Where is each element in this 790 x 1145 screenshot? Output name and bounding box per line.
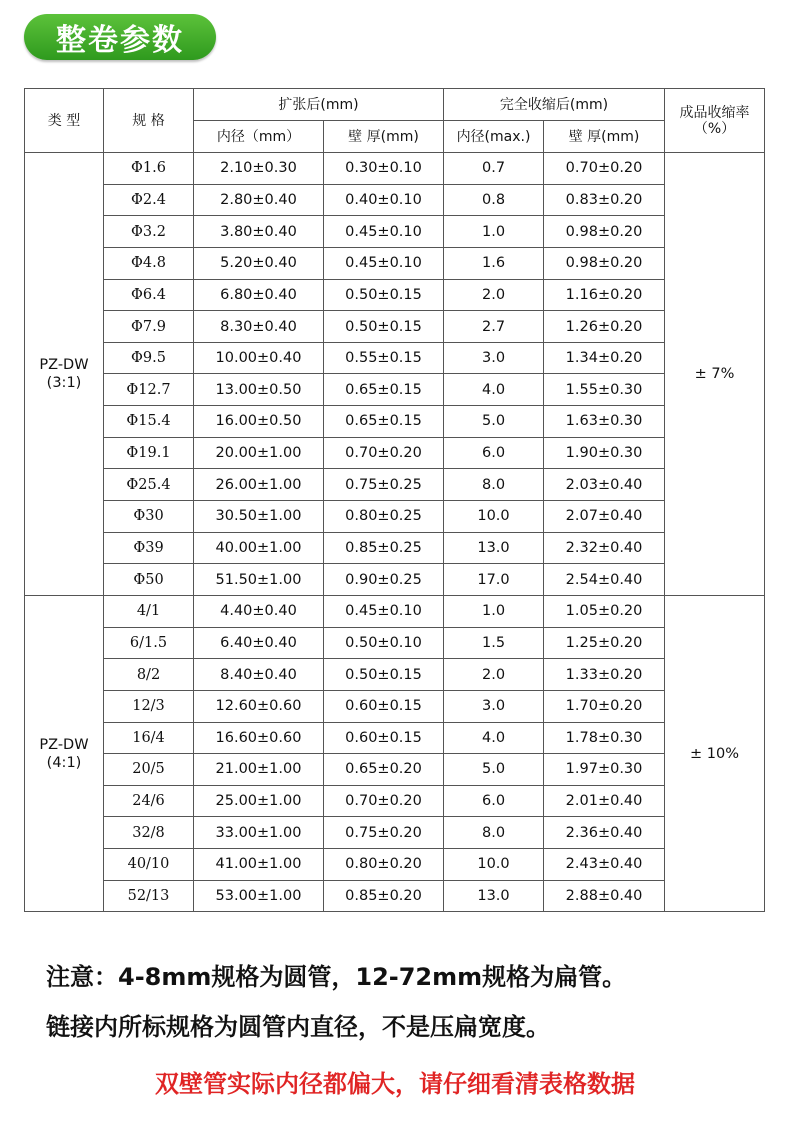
shrink-rate-cell: ± 7% [665, 153, 765, 596]
expanded-inner-cell: 6.80±0.40 [194, 279, 324, 311]
header-rate-unit: （%） [693, 120, 736, 137]
table-row [25, 532, 765, 564]
type-cell [25, 595, 104, 911]
shrunk-inner-cell: 3.0 [444, 342, 544, 374]
expanded-wall-cell: 0.70±0.20 [324, 785, 444, 817]
size-cell: Φ15.4 [104, 406, 194, 438]
expanded-inner-cell: 2.10±0.30 [194, 153, 324, 185]
shrunk-wall-cell: 0.98±0.20 [544, 216, 665, 248]
shrunk-wall-cell: 1.78±0.30 [544, 722, 665, 754]
table-row [25, 722, 765, 754]
expanded-wall-cell: 0.30±0.10 [324, 153, 444, 185]
expanded-wall-cell: 0.65±0.20 [324, 754, 444, 786]
header-shrunk-inner: 内径(max.) [444, 121, 544, 153]
shrunk-inner-cell: 2.0 [444, 279, 544, 311]
shrunk-wall-cell: 1.70±0.20 [544, 690, 665, 722]
size-cell: Φ7.9 [104, 311, 194, 343]
expanded-inner-cell: 8.30±0.40 [194, 311, 324, 343]
header-expanded-wall: 壁 厚(mm) [324, 121, 444, 153]
table-row [25, 184, 765, 216]
shrunk-inner-cell: 1.0 [444, 216, 544, 248]
table-row [25, 469, 765, 501]
expanded-inner-cell: 4.40±0.40 [194, 595, 324, 627]
expanded-wall-cell: 0.75±0.25 [324, 469, 444, 501]
table-row [25, 817, 765, 849]
expanded-wall-cell: 0.65±0.15 [324, 374, 444, 406]
shrunk-inner-cell: 8.0 [444, 469, 544, 501]
shrunk-wall-cell: 1.55±0.30 [544, 374, 665, 406]
expanded-inner-cell: 53.00±1.00 [194, 880, 324, 912]
expanded-wall-cell: 0.65±0.15 [324, 406, 444, 438]
size-cell: Φ4.8 [104, 247, 194, 279]
shrunk-inner-cell: 6.0 [444, 785, 544, 817]
shrunk-wall-cell: 2.54±0.40 [544, 564, 665, 596]
expanded-wall-cell: 0.50±0.15 [324, 659, 444, 691]
table-row [25, 659, 765, 691]
expanded-inner-cell: 33.00±1.00 [194, 817, 324, 849]
shrunk-wall-cell: 2.36±0.40 [544, 817, 665, 849]
section-title: 整卷参数 [56, 23, 184, 58]
header-row-1 [25, 89, 765, 121]
expanded-inner-cell: 26.00±1.00 [194, 469, 324, 501]
table-row [25, 501, 765, 533]
size-cell: 6/1.5 [104, 627, 194, 659]
shrunk-wall-cell: 0.70±0.20 [544, 153, 665, 185]
header-expanded: 扩张后(mm) [194, 89, 444, 121]
expanded-wall-cell: 0.40±0.10 [324, 184, 444, 216]
expanded-inner-cell: 25.00±1.00 [194, 785, 324, 817]
shrunk-inner-cell: 13.0 [444, 532, 544, 564]
table-row [25, 374, 765, 406]
size-cell: 32/8 [104, 817, 194, 849]
size-cell: 16/4 [104, 722, 194, 754]
size-cell: Φ6.4 [104, 279, 194, 311]
shrunk-wall-cell: 2.07±0.40 [544, 501, 665, 533]
shrunk-inner-cell: 5.0 [444, 754, 544, 786]
expanded-inner-cell: 40.00±1.00 [194, 532, 324, 564]
shrunk-inner-cell: 4.0 [444, 374, 544, 406]
shrunk-wall-cell: 1.90±0.30 [544, 437, 665, 469]
expanded-inner-cell: 51.50±1.00 [194, 564, 324, 596]
table-row [25, 311, 765, 343]
shrunk-wall-cell: 2.01±0.40 [544, 785, 665, 817]
shrunk-inner-cell: 4.0 [444, 722, 544, 754]
table-row [25, 153, 765, 185]
size-cell: Φ1.6 [104, 153, 194, 185]
table-row [25, 279, 765, 311]
note-line-1: 注意：4-8mm规格为圆管，12-72mm规格为扁管。 [46, 963, 627, 991]
shrunk-wall-cell: 1.25±0.20 [544, 627, 665, 659]
spec-table [24, 88, 765, 912]
shrunk-inner-cell: 0.8 [444, 184, 544, 216]
header-shrunk-wall: 壁 厚(mm) [544, 121, 665, 153]
shrunk-wall-cell: 1.97±0.30 [544, 754, 665, 786]
shrunk-wall-cell: 1.34±0.20 [544, 342, 665, 374]
shrunk-inner-cell: 2.0 [444, 659, 544, 691]
shrunk-inner-cell: 2.7 [444, 311, 544, 343]
size-cell: 24/6 [104, 785, 194, 817]
expanded-wall-cell: 0.75±0.20 [324, 817, 444, 849]
header-size: 规 格 [104, 89, 194, 153]
expanded-wall-cell: 0.60±0.15 [324, 722, 444, 754]
shrunk-wall-cell: 1.26±0.20 [544, 311, 665, 343]
shrunk-inner-cell: 1.0 [444, 595, 544, 627]
expanded-inner-cell: 6.40±0.40 [194, 627, 324, 659]
expanded-wall-cell: 0.70±0.20 [324, 437, 444, 469]
expanded-wall-cell: 0.80±0.25 [324, 501, 444, 533]
expanded-inner-cell: 12.60±0.60 [194, 690, 324, 722]
size-cell: Φ39 [104, 532, 194, 564]
expanded-inner-cell: 16.60±0.60 [194, 722, 324, 754]
shrunk-inner-cell: 1.6 [444, 247, 544, 279]
expanded-inner-cell: 20.00±1.00 [194, 437, 324, 469]
expanded-inner-cell: 2.80±0.40 [194, 184, 324, 216]
shrunk-wall-cell: 2.88±0.40 [544, 880, 665, 912]
header-type: 类 型 [25, 89, 104, 153]
expanded-inner-cell: 21.00±1.00 [194, 754, 324, 786]
expanded-wall-cell: 0.50±0.15 [324, 279, 444, 311]
size-cell: Φ9.5 [104, 342, 194, 374]
table-row [25, 564, 765, 596]
table-row [25, 342, 765, 374]
shrunk-wall-cell: 0.83±0.20 [544, 184, 665, 216]
warning-text: 双壁管实际内径都偏大，请仔细看清表格数据 [155, 1070, 635, 1098]
shrunk-wall-cell: 2.03±0.40 [544, 469, 665, 501]
expanded-wall-cell: 0.80±0.20 [324, 849, 444, 881]
shrunk-wall-cell: 1.63±0.30 [544, 406, 665, 438]
type-name: PZ-DW [39, 736, 89, 753]
expanded-wall-cell: 0.90±0.25 [324, 564, 444, 596]
shrunk-wall-cell: 2.32±0.40 [544, 532, 665, 564]
shrunk-inner-cell: 10.0 [444, 501, 544, 533]
expanded-wall-cell: 0.45±0.10 [324, 247, 444, 279]
type-ratio: (4:1) [46, 754, 82, 771]
shrunk-inner-cell: 6.0 [444, 437, 544, 469]
type-cell [25, 153, 104, 596]
size-cell: 8/2 [104, 659, 194, 691]
expanded-wall-cell: 0.50±0.15 [324, 311, 444, 343]
expanded-wall-cell: 0.45±0.10 [324, 595, 444, 627]
shrink-rate-cell: ± 10% [665, 595, 765, 911]
size-cell: 40/10 [104, 849, 194, 881]
header-shrunk: 完全收缩后(mm) [444, 89, 665, 121]
shrunk-inner-cell: 0.7 [444, 153, 544, 185]
table-row [25, 849, 765, 881]
size-cell: 20/5 [104, 754, 194, 786]
header-rate-label: 成品收缩率 [679, 104, 750, 121]
size-cell: 4/1 [104, 595, 194, 627]
table-row [25, 406, 765, 438]
shrunk-inner-cell: 10.0 [444, 849, 544, 881]
table-row [25, 247, 765, 279]
header-expanded-inner: 内径（mm） [194, 121, 324, 153]
shrunk-inner-cell: 3.0 [444, 690, 544, 722]
shrunk-wall-cell: 2.43±0.40 [544, 849, 665, 881]
shrunk-wall-cell: 1.05±0.20 [544, 595, 665, 627]
shrunk-inner-cell: 1.5 [444, 627, 544, 659]
section-title-badge [24, 14, 216, 60]
expanded-wall-cell: 0.55±0.15 [324, 342, 444, 374]
expanded-wall-cell: 0.50±0.10 [324, 627, 444, 659]
size-cell: Φ19.1 [104, 437, 194, 469]
expanded-inner-cell: 10.00±0.40 [194, 342, 324, 374]
size-cell: 12/3 [104, 690, 194, 722]
spec-table-body [25, 153, 765, 912]
shrunk-inner-cell: 13.0 [444, 880, 544, 912]
size-cell: Φ25.4 [104, 469, 194, 501]
table-row [25, 754, 765, 786]
table-row [25, 880, 765, 912]
size-cell: Φ50 [104, 564, 194, 596]
expanded-inner-cell: 5.20±0.40 [194, 247, 324, 279]
type-name: PZ-DW [39, 356, 89, 373]
table-row [25, 437, 765, 469]
note-line-2: 链接内所标规格为圆管内直径，不是压扁宽度。 [46, 1013, 550, 1041]
table-row [25, 627, 765, 659]
shrunk-wall-cell: 1.33±0.20 [544, 659, 665, 691]
size-cell: Φ30 [104, 501, 194, 533]
expanded-wall-cell: 0.60±0.15 [324, 690, 444, 722]
header-rate [665, 89, 765, 153]
shrunk-inner-cell: 17.0 [444, 564, 544, 596]
shrunk-inner-cell: 5.0 [444, 406, 544, 438]
table-row [25, 690, 765, 722]
size-cell: Φ12.7 [104, 374, 194, 406]
shrunk-wall-cell: 0.98±0.20 [544, 247, 665, 279]
shrunk-wall-cell: 1.16±0.20 [544, 279, 665, 311]
expanded-inner-cell: 30.50±1.00 [194, 501, 324, 533]
size-cell: Φ2.4 [104, 184, 194, 216]
size-cell: Φ3.2 [104, 216, 194, 248]
shrunk-inner-cell: 8.0 [444, 817, 544, 849]
expanded-wall-cell: 0.45±0.10 [324, 216, 444, 248]
table-row [25, 595, 765, 627]
table-row [25, 785, 765, 817]
table-row [25, 216, 765, 248]
expanded-inner-cell: 41.00±1.00 [194, 849, 324, 881]
expanded-inner-cell: 16.00±0.50 [194, 406, 324, 438]
expanded-inner-cell: 8.40±0.40 [194, 659, 324, 691]
type-ratio: (3:1) [46, 374, 82, 391]
expanded-wall-cell: 0.85±0.20 [324, 880, 444, 912]
expanded-inner-cell: 13.00±0.50 [194, 374, 324, 406]
expanded-wall-cell: 0.85±0.25 [324, 532, 444, 564]
size-cell: 52/13 [104, 880, 194, 912]
expanded-inner-cell: 3.80±0.40 [194, 216, 324, 248]
